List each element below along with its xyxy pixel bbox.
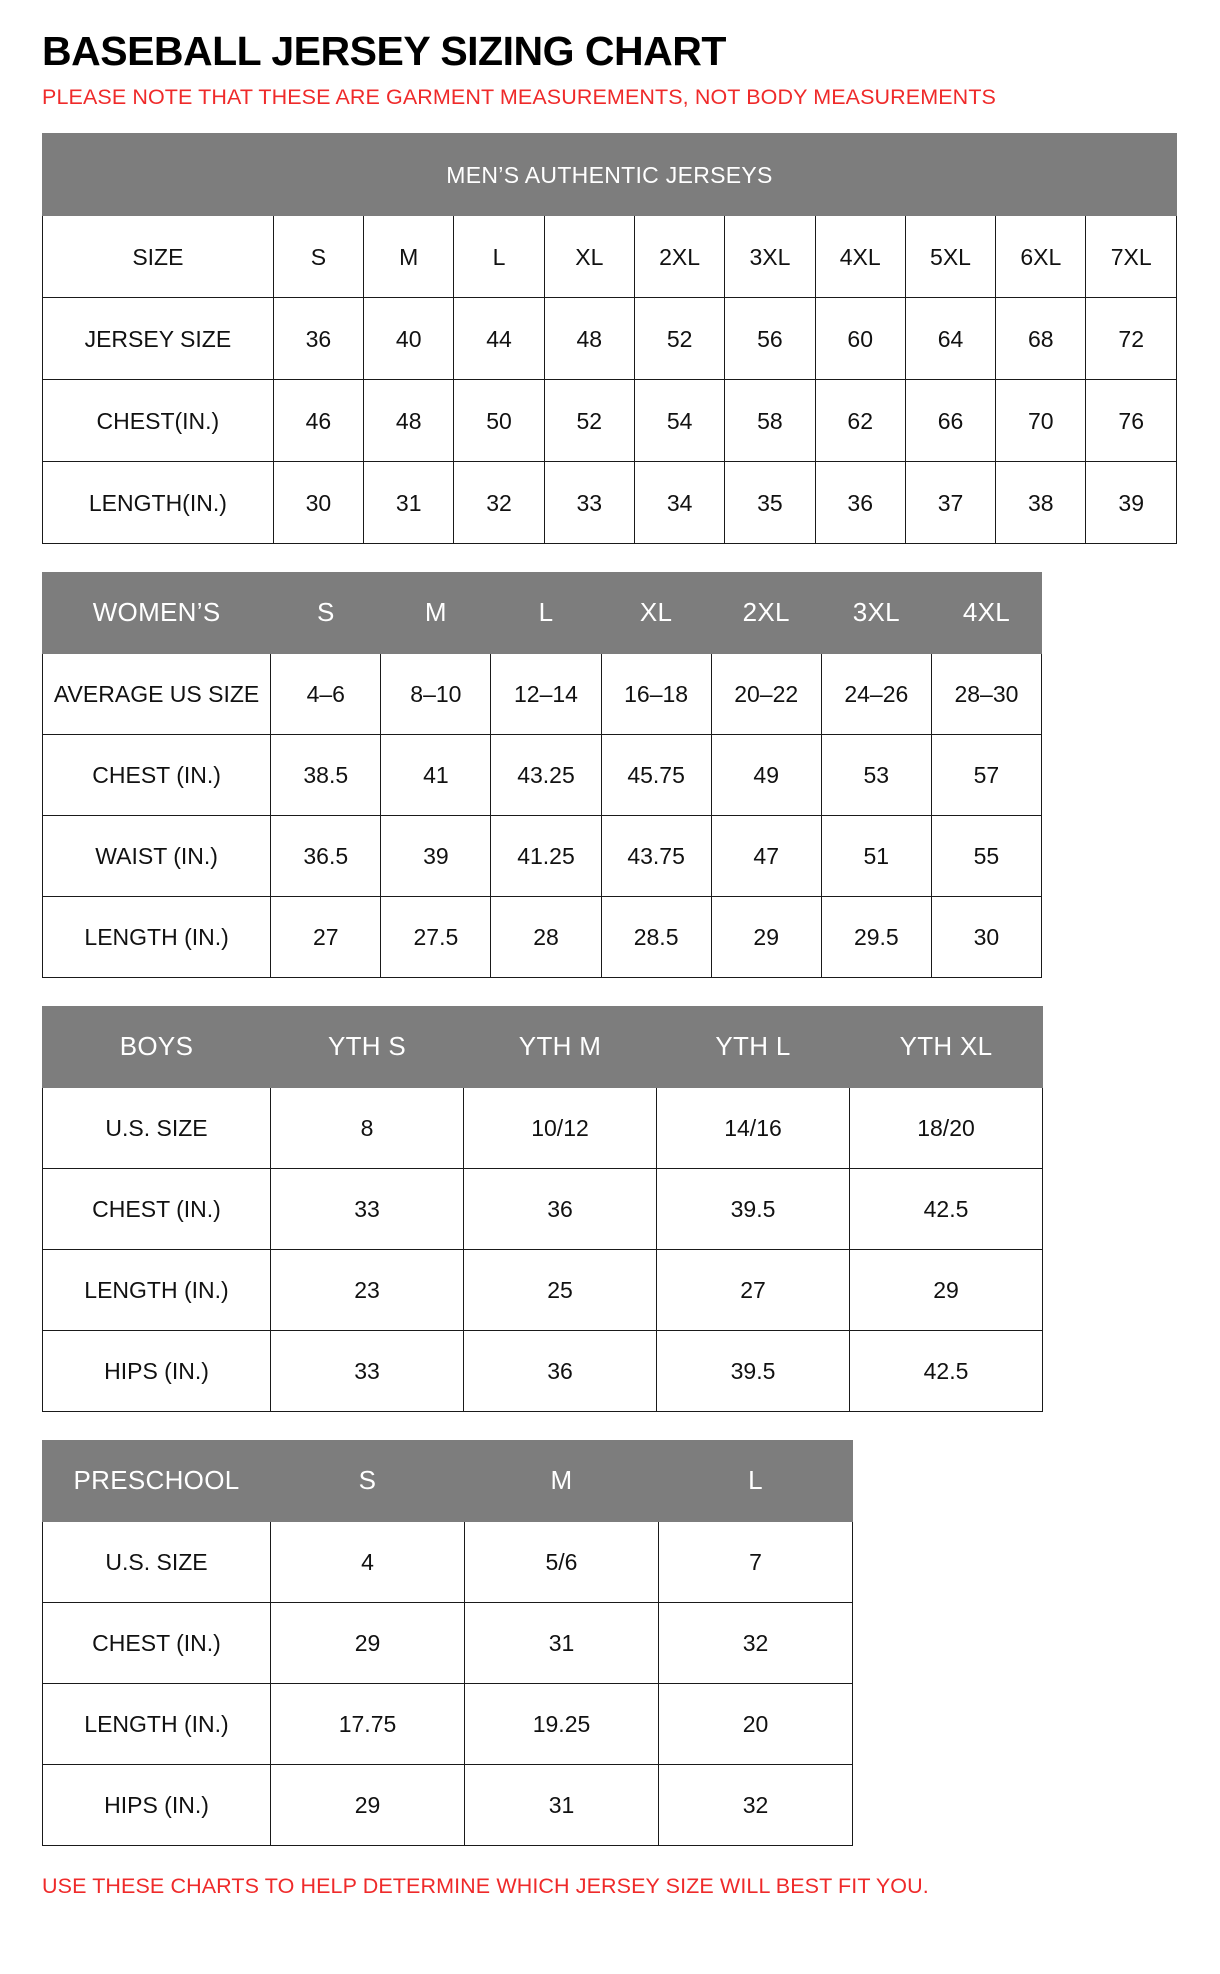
womens-row-label-waist: WAIST (IN.) (43, 816, 271, 897)
boys-header-label: BOYS (43, 1007, 271, 1088)
table-row (43, 1331, 1043, 1412)
mens-size-5xl: 5XL (905, 216, 995, 298)
womens-us-size-0: 4–6 (271, 654, 381, 735)
mens-jersey-size-2: 44 (454, 298, 544, 380)
womens-length-6: 30 (931, 897, 1041, 978)
table-row (43, 1603, 853, 1684)
mens-size-m: M (364, 216, 454, 298)
page-title: BASEBALL JERSEY SIZING CHART (42, 28, 726, 74)
mens-size-xl: XL (544, 216, 634, 298)
womens-waist-4: 47 (711, 816, 821, 897)
womens-header-label: WOMEN’S (43, 573, 271, 654)
preschool-hips-0: 29 (271, 1765, 465, 1846)
womens-size-l: L (491, 573, 601, 654)
mens-chest-4: 54 (634, 380, 724, 462)
mens-size-3xl: 3XL (725, 216, 815, 298)
mens-chest-6: 62 (815, 380, 905, 462)
boys-header-row (43, 1007, 1043, 1088)
preschool-chest-1: 31 (465, 1603, 659, 1684)
preschool-size-m: M (465, 1441, 659, 1522)
boys-hips-1: 36 (464, 1331, 657, 1412)
womens-waist-3: 43.75 (601, 816, 711, 897)
preschool-header-label: PRESCHOOL (43, 1441, 271, 1522)
boys-length-2: 27 (657, 1250, 850, 1331)
womens-us-size-5: 24–26 (821, 654, 931, 735)
table-row (43, 1169, 1043, 1250)
boys-chest-2: 39.5 (657, 1169, 850, 1250)
mens-size-header-row (43, 216, 1177, 298)
mens-length-4: 34 (634, 462, 724, 544)
preschool-sizing-table (42, 1440, 853, 1846)
preschool-chest-2: 32 (659, 1603, 853, 1684)
womens-waist-1: 39 (381, 816, 491, 897)
boys-row-label-length: LENGTH (IN.) (43, 1250, 271, 1331)
womens-size-3xl: 3XL (821, 573, 931, 654)
table-row (43, 654, 1042, 735)
mens-chest-3: 52 (544, 380, 634, 462)
mens-jersey-size-9: 72 (1086, 298, 1177, 380)
womens-length-2: 28 (491, 897, 601, 978)
mens-chest-1: 48 (364, 380, 454, 462)
womens-chest-0: 38.5 (271, 735, 381, 816)
boys-us-size-2: 14/16 (657, 1088, 850, 1169)
table-row (43, 1088, 1043, 1169)
womens-length-0: 27 (271, 897, 381, 978)
preschool-size-s: S (271, 1441, 465, 1522)
mens-jersey-size-0: 36 (273, 298, 363, 380)
mens-size-l: L (454, 216, 544, 298)
mens-size-6xl: 6XL (996, 216, 1086, 298)
mens-length-6: 36 (815, 462, 905, 544)
womens-length-3: 28.5 (601, 897, 711, 978)
mens-jersey-size-1: 40 (364, 298, 454, 380)
mens-length-3: 33 (544, 462, 634, 544)
womens-header-row (43, 573, 1042, 654)
mens-row-label-length: LENGTH(IN.) (43, 462, 274, 544)
womens-row-label-us-size: AVERAGE US SIZE (43, 654, 271, 735)
boys-us-size-1: 10/12 (464, 1088, 657, 1169)
womens-size-2xl: 2XL (711, 573, 821, 654)
mens-size-4xl: 4XL (815, 216, 905, 298)
womens-size-xl: XL (601, 573, 711, 654)
boys-length-0: 23 (271, 1250, 464, 1331)
table-row (43, 1522, 853, 1603)
mens-size-s: S (273, 216, 363, 298)
womens-waist-0: 36.5 (271, 816, 381, 897)
womens-waist-6: 55 (931, 816, 1041, 897)
mens-jersey-size-7: 64 (905, 298, 995, 380)
womens-length-1: 27.5 (381, 897, 491, 978)
mens-row-label-size: SIZE (43, 216, 274, 298)
mens-sizing-table (42, 133, 1177, 544)
mens-length-2: 32 (454, 462, 544, 544)
mens-length-9: 39 (1086, 462, 1177, 544)
table-row (43, 380, 1177, 462)
mens-banner-row (43, 134, 1177, 216)
table-row (43, 1765, 853, 1846)
mens-jersey-size-8: 68 (996, 298, 1086, 380)
mens-jersey-size-4: 52 (634, 298, 724, 380)
preschool-us-size-2: 7 (659, 1522, 853, 1603)
mens-length-0: 30 (273, 462, 363, 544)
boys-row-label-hips: HIPS (IN.) (43, 1331, 271, 1412)
mens-row-label-jersey-size: JERSEY SIZE (43, 298, 274, 380)
table-row (43, 1684, 853, 1765)
table-row (43, 897, 1042, 978)
womens-waist-5: 51 (821, 816, 931, 897)
womens-chest-4: 49 (711, 735, 821, 816)
mens-chest-2: 50 (454, 380, 544, 462)
womens-chest-5: 53 (821, 735, 931, 816)
measurement-note: PLEASE NOTE THAT THESE ARE GARMENT MEASUREMENTS, NOT BODY MEASUREMENTS (42, 85, 996, 110)
mens-length-7: 37 (905, 462, 995, 544)
mens-chest-8: 70 (996, 380, 1086, 462)
preschool-length-1: 19.25 (465, 1684, 659, 1765)
preschool-header-row (43, 1441, 853, 1522)
mens-length-8: 38 (996, 462, 1086, 544)
mens-banner-label: MEN’S AUTHENTIC JERSEYS (43, 134, 1177, 216)
boys-length-1: 25 (464, 1250, 657, 1331)
preschool-length-2: 20 (659, 1684, 853, 1765)
boys-sizing-table (42, 1006, 1043, 1412)
womens-row-label-length: LENGTH (IN.) (43, 897, 271, 978)
preschool-row-label-hips: HIPS (IN.) (43, 1765, 271, 1846)
boys-us-size-0: 8 (271, 1088, 464, 1169)
mens-jersey-size-6: 60 (815, 298, 905, 380)
womens-size-s: S (271, 573, 381, 654)
boys-row-label-chest: CHEST (IN.) (43, 1169, 271, 1250)
boys-size-yth-xl: YTH XL (850, 1007, 1043, 1088)
preschool-us-size-0: 4 (271, 1522, 465, 1603)
womens-chest-1: 41 (381, 735, 491, 816)
boys-chest-1: 36 (464, 1169, 657, 1250)
mens-jersey-size-5: 56 (725, 298, 815, 380)
mens-size-2xl: 2XL (634, 216, 724, 298)
womens-length-5: 29.5 (821, 897, 931, 978)
footer-note: USE THESE CHARTS TO HELP DETERMINE WHICH JERSEY SIZE WILL BEST FIT YOU. (42, 1874, 929, 1899)
preschool-row-label-us-size: U.S. SIZE (43, 1522, 271, 1603)
boys-hips-2: 39.5 (657, 1331, 850, 1412)
womens-length-4: 29 (711, 897, 821, 978)
preschool-chest-0: 29 (271, 1603, 465, 1684)
womens-us-size-2: 12–14 (491, 654, 601, 735)
boys-chest-0: 33 (271, 1169, 464, 1250)
preschool-length-0: 17.75 (271, 1684, 465, 1765)
preschool-us-size-1: 5/6 (465, 1522, 659, 1603)
womens-waist-2: 41.25 (491, 816, 601, 897)
womens-size-m: M (381, 573, 491, 654)
womens-row-label-chest: CHEST (IN.) (43, 735, 271, 816)
mens-chest-9: 76 (1086, 380, 1177, 462)
table-row (43, 298, 1177, 380)
boys-row-label-us-size: U.S. SIZE (43, 1088, 271, 1169)
boys-length-3: 29 (850, 1250, 1043, 1331)
mens-size-7xl: 7XL (1086, 216, 1177, 298)
mens-chest-5: 58 (725, 380, 815, 462)
table-row (43, 462, 1177, 544)
preschool-row-label-length: LENGTH (IN.) (43, 1684, 271, 1765)
womens-us-size-6: 28–30 (931, 654, 1041, 735)
mens-jersey-size-3: 48 (544, 298, 634, 380)
preschool-hips-1: 31 (465, 1765, 659, 1846)
boys-chest-3: 42.5 (850, 1169, 1043, 1250)
boys-hips-0: 33 (271, 1331, 464, 1412)
boys-size-yth-s: YTH S (271, 1007, 464, 1088)
mens-length-5: 35 (725, 462, 815, 544)
womens-us-size-3: 16–18 (601, 654, 711, 735)
preschool-size-l: L (659, 1441, 853, 1522)
table-row (43, 816, 1042, 897)
mens-chest-0: 46 (273, 380, 363, 462)
boys-size-yth-l: YTH L (657, 1007, 850, 1088)
mens-row-label-chest: CHEST(IN.) (43, 380, 274, 462)
womens-sizing-table (42, 572, 1042, 978)
table-row (43, 1250, 1043, 1331)
womens-chest-6: 57 (931, 735, 1041, 816)
table-row (43, 735, 1042, 816)
mens-chest-7: 66 (905, 380, 995, 462)
boys-us-size-3: 18/20 (850, 1088, 1043, 1169)
womens-chest-2: 43.25 (491, 735, 601, 816)
preschool-row-label-chest: CHEST (IN.) (43, 1603, 271, 1684)
boys-hips-3: 42.5 (850, 1331, 1043, 1412)
womens-chest-3: 45.75 (601, 735, 711, 816)
womens-size-4xl: 4XL (931, 573, 1041, 654)
preschool-hips-2: 32 (659, 1765, 853, 1846)
mens-length-1: 31 (364, 462, 454, 544)
womens-us-size-1: 8–10 (381, 654, 491, 735)
womens-us-size-4: 20–22 (711, 654, 821, 735)
boys-size-yth-m: YTH M (464, 1007, 657, 1088)
